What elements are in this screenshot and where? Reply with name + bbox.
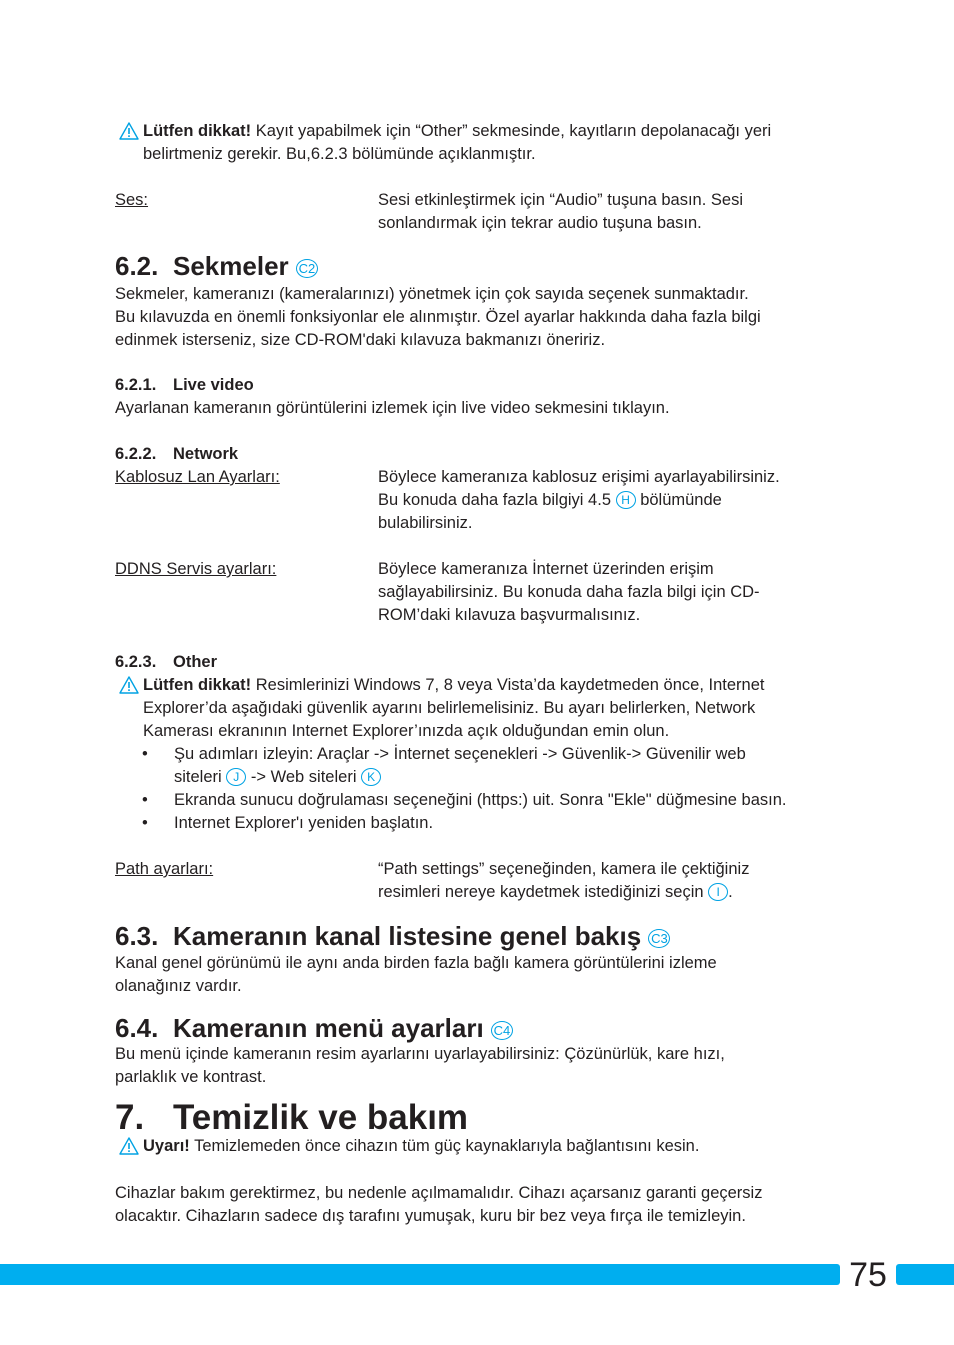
reference-badge-c2: C2 [296,259,318,278]
list-item-text: Şu adımları izleyin: Araçlar -> İnternet seçenekleri -> Güvenlik-> Güvenilir web [174,745,746,763]
section-number: 6.4. [115,1013,159,1043]
section-title: Network [173,445,239,463]
list-item [142,789,862,812]
warning-text: Explorer’da aşağıdaki güvenlik ayarını belirlemelisiniz. Bu ayarı belirlerken, Network [143,699,756,717]
warning-triangle-icon [119,1137,139,1162]
section-title: Kameranın kanal listesine genel bakış [173,921,642,951]
body-line: Bu kılavuzda en önemli fonksiyonlar ele alınmıştır. Özel ayarlar hakkında daha fazla bilgi [115,308,761,326]
section-number: 6.2.1. [115,376,157,394]
body-line: Sekmeler, kameranızı (kameralarınızı) yönetmek için çok sayıda seçenek sunmaktadır. [115,285,749,303]
ddns-settings-description [378,558,838,627]
path-text: resimleri nereye kaydetmek istediğinizi seçin [378,883,704,901]
body-line: Bu menü içinde kameranın resim ayarlarını uyarlayabilirsiniz: Çözünürlük, kare hızı, [115,1045,725,1063]
body-line: Kanal genel görünümü ile aynı anda birden fazla bağlı kamera görüntülerini izleme [115,954,717,972]
section-6-2-1-body: Ayarlanan kameranın görüntülerini izlemek için live video sekmesini tıklayın. [115,399,670,417]
ddns-text-line: sağlayabilirsiniz. Bu konuda daha fazla bilgi için CD- [378,583,760,601]
body-line: edinmek isterseniz, size CD-ROM'daki kılavuza bakmanızı öneririz. [115,331,606,349]
body-line: olanağınız vardır. [115,977,242,995]
section-6-2-body [115,283,845,352]
path-settings-label: Path ayarları: [115,860,214,878]
wlan-text: bölümünde [640,491,722,509]
section-heading-6-3 [115,920,670,952]
bullet-icon: • [142,814,148,832]
bullet-icon: • [142,745,148,763]
warning-text: Resimlerinizi Windows 7, 8 veya Vista’da kaydetmeden önce, Internet [255,676,765,694]
footer-accent-bar [0,1264,954,1285]
ses-text-line: Sesi etkinleştirmek için “Audio” tuşuna basın. Sesi [378,191,743,209]
list-item [142,743,862,789]
list-item-text: siteleri [174,768,222,786]
section-number: 6.2.3. [115,653,157,671]
chapter-heading-7 [115,1098,468,1138]
wlan-settings-description [378,466,838,535]
list-item-text: -> Web siteleri [250,768,357,786]
section-number: 6.2. [115,251,159,281]
list-item-text: Ekranda sunucu doğrulaması seçeneğini (https:) uit. Sonra "Ekle" düğmesine basın. [174,791,787,809]
body-line: parlaklık ve kontrast. [115,1068,267,1086]
steps-list [142,743,862,835]
section-number: 6.2.2. [115,445,157,463]
warning-note-cleaning [115,1135,845,1158]
section-number: 6.3. [115,921,159,951]
reference-badge-i: I [708,883,728,901]
wlan-text: Bu konuda daha fazla bilgiyi 4.5 [378,491,611,509]
wlan-settings-label: Kablosuz Lan Ayarları: [115,468,280,486]
page-number: 75 [836,1255,900,1295]
reference-badge-k: K [361,768,381,786]
chapter-title: Temizlik ve bakım [173,1098,469,1137]
warning-text: Kayıt yapabilmek için “Other” sekmesinde, kayıtların depolanacağı yeri [255,122,772,140]
list-item [142,812,862,835]
reference-badge-c4: C4 [491,1021,513,1040]
reference-badge-h: H [616,491,636,509]
warning-label: Uyarı! [143,1137,190,1155]
section-6-4-body [115,1043,845,1089]
ddns-text-line: ROM’daki kılavuza başvurmalısınız. [378,606,641,624]
path-settings-description [378,858,838,904]
section-title: Kameranın menü ayarları [173,1013,484,1043]
body-line: olacaktır. Cihazların sadece dış tarafını yumuşak, kuru bir bez veya fırça ile temizleyin. [115,1207,746,1225]
list-item-text [174,766,862,789]
path-text-line [378,881,838,904]
warning-text: Kamerası ekranının Internet Explorer’ınızda açık olduğundan emin olun. [143,722,670,740]
reference-badge-j: J [226,768,246,786]
list-item-text: Internet Explorer'ı yeniden başlatın. [174,814,434,832]
warning-text: Temizlemeden önce cihazın tüm güç kaynaklarıyla bağlantısını kesin. [194,1137,700,1155]
warning-note-recording [115,120,845,166]
wlan-text-line: bulabilirsiniz. [378,514,473,532]
body-line: Cihazlar bakım gerektirmez, bu nedenle açılmamalıdır. Cihazı açarsanız garanti geçersiz [115,1184,763,1202]
path-text: . [728,883,733,901]
section-7-body [115,1182,845,1228]
section-title: Live video [173,376,254,394]
bullet-icon: • [142,791,148,809]
section-heading-6-4 [115,1012,513,1044]
section-heading-6-2-3 [115,651,217,674]
ddns-text-line: Böylece kameranıza İnternet üzerinden erişim [378,560,714,578]
section-heading-6-2-1 [115,374,254,397]
chapter-number: 7. [115,1098,145,1137]
section-title: Other [173,653,218,671]
wlan-text-line [378,489,838,512]
wlan-text-line: Böylece kameranıza kablosuz erişimi ayarlayabilirsiniz. [378,468,780,486]
ddns-settings-label: DDNS Servis ayarları: [115,560,277,578]
section-heading-6-2-2 [115,443,238,466]
path-text-line: “Path settings” seçeneğinden, kamera ile çektiğiniz [378,860,750,878]
warning-note-other [115,674,845,743]
reference-badge-c3: C3 [648,929,670,948]
section-title: Sekmeler [173,251,289,281]
ses-description [378,189,838,235]
warning-text: belirtmeniz gerekir. Bu,6.2.3 bölümünde açıklanmıştır. [143,145,536,163]
ses-label: Ses: [115,191,149,209]
ses-text-line: sonlandırmak için tekrar audio tuşuna basın. [378,214,702,232]
warning-label: Lütfen dikkat! [143,122,252,140]
warning-label: Lütfen dikkat! [143,676,252,694]
section-heading-6-2 [115,250,318,282]
section-6-3-body [115,952,845,998]
